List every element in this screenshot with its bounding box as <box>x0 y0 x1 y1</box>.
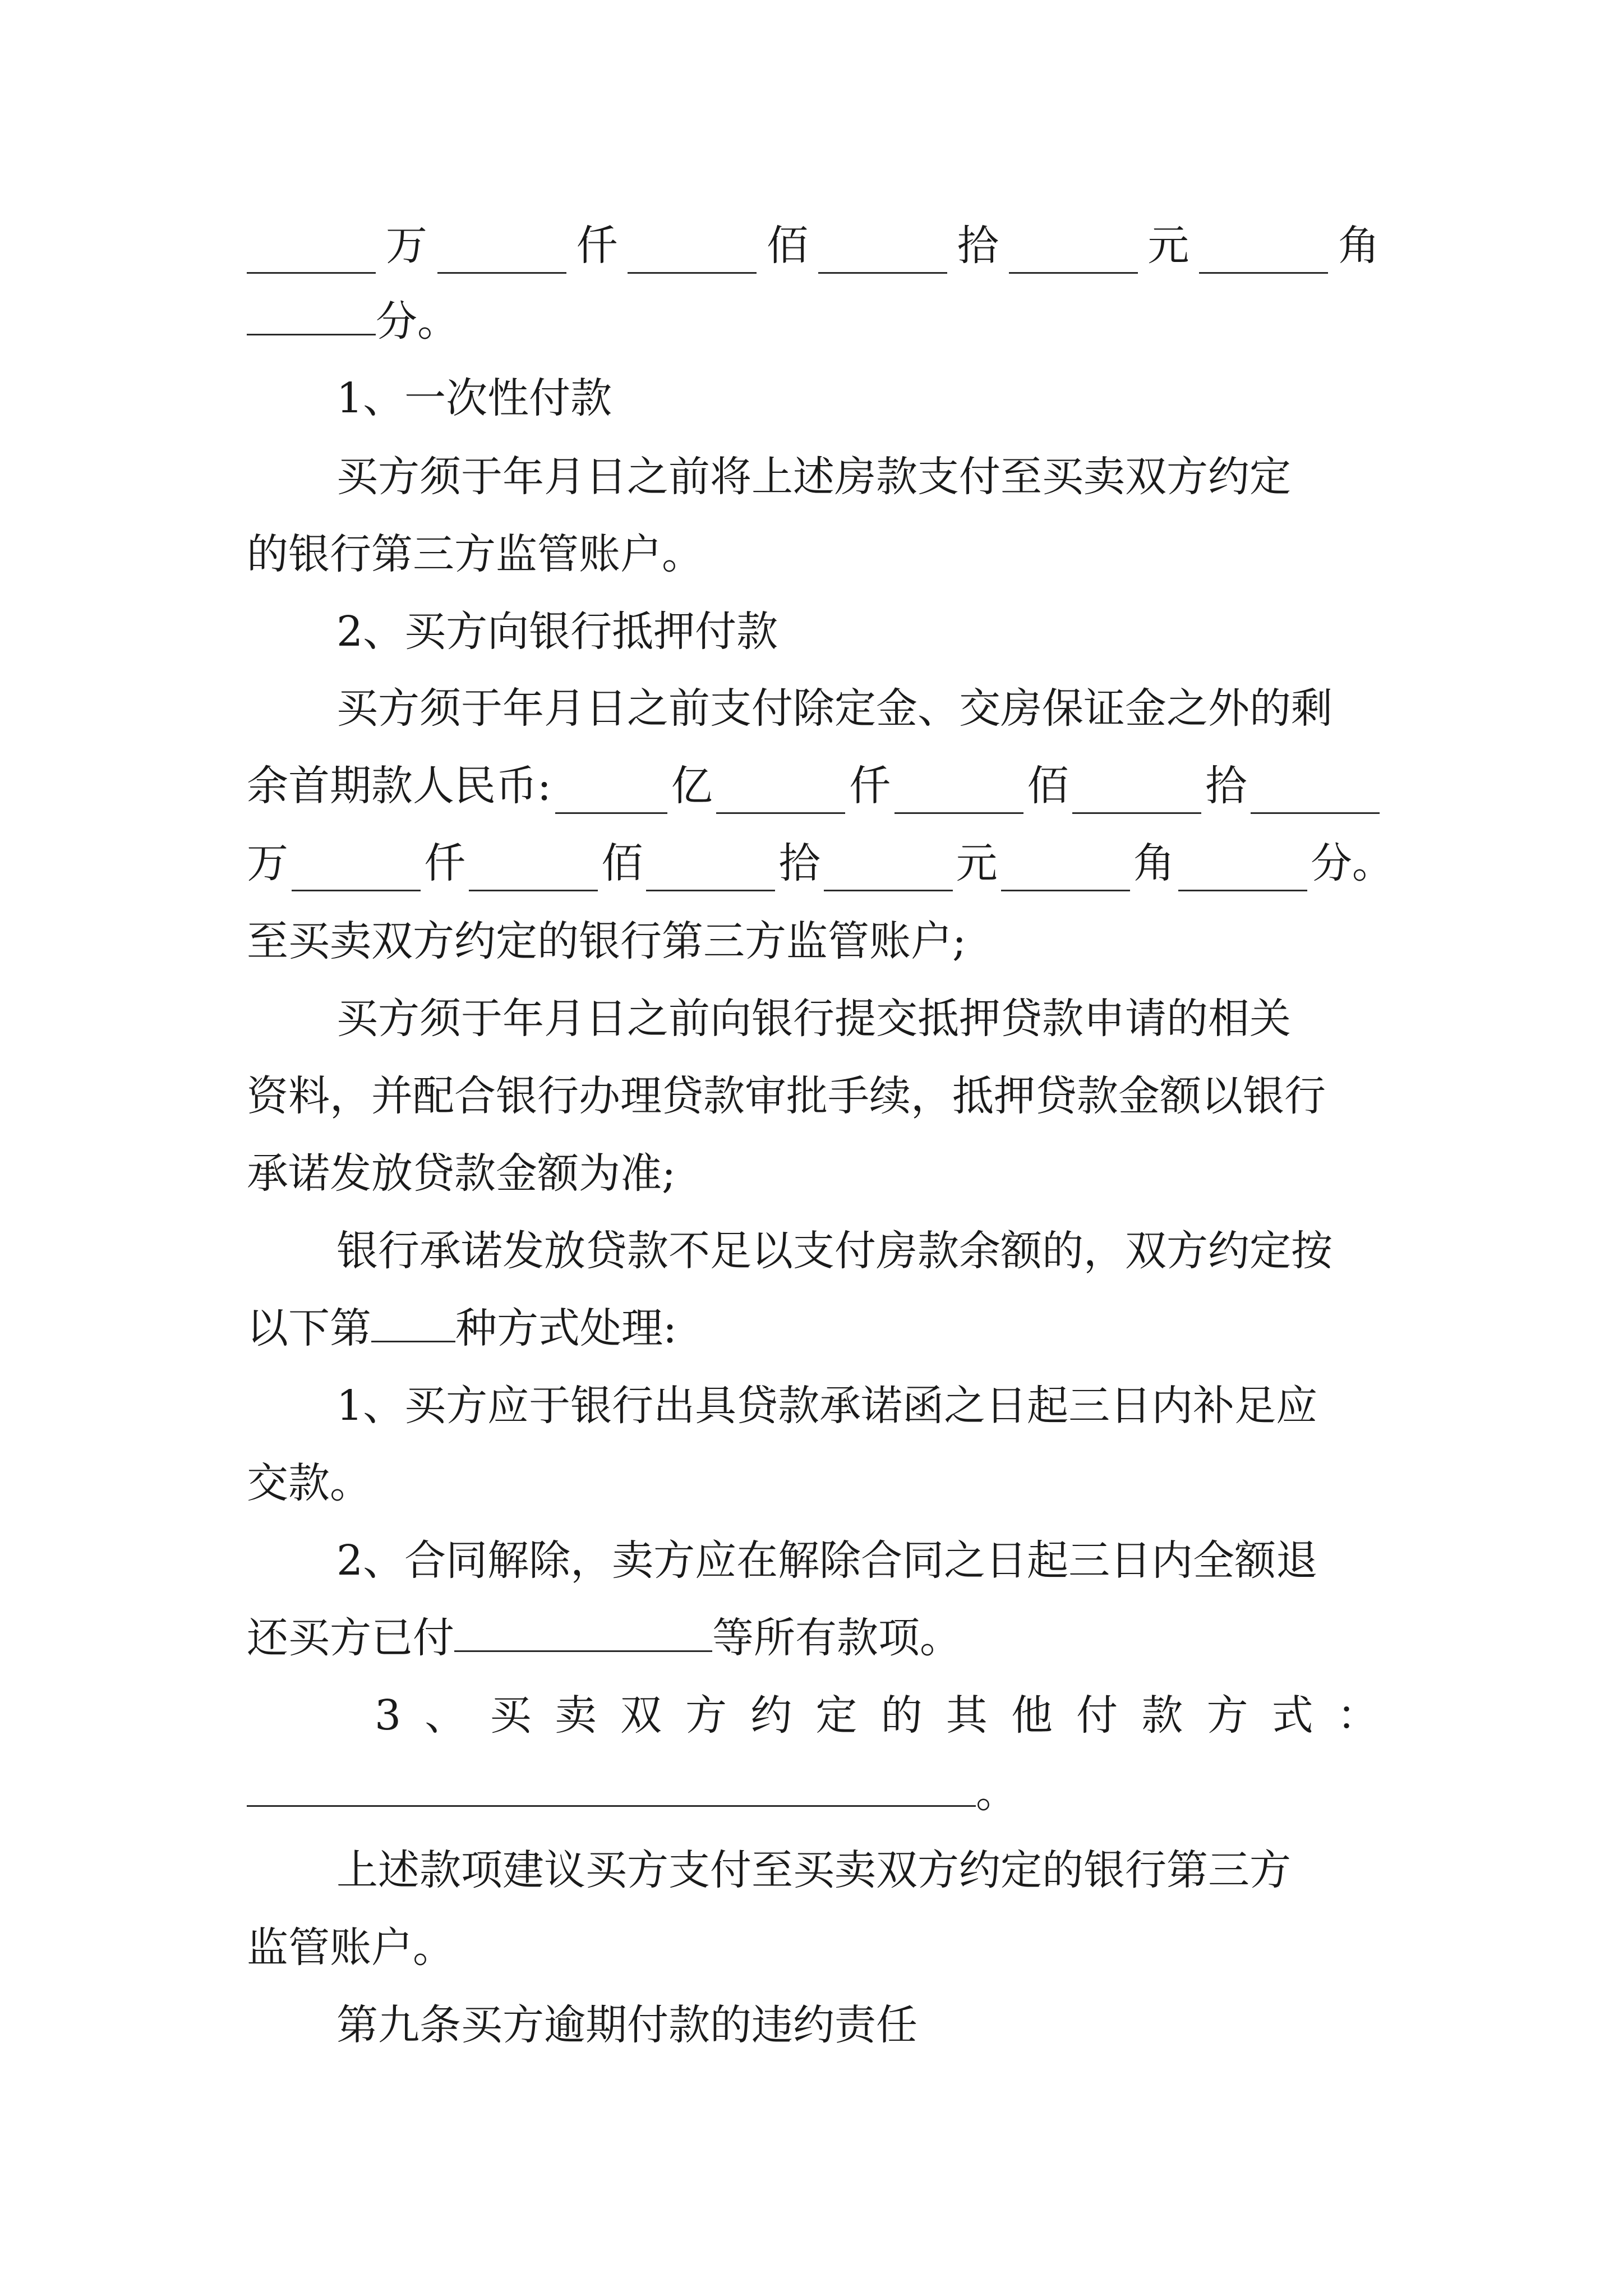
blank-field <box>469 849 598 891</box>
blank-field <box>1001 849 1130 891</box>
choice-prefix: 以下第 <box>247 1304 371 1352</box>
blank-field <box>818 232 947 274</box>
unit-yi: 亿 <box>671 762 713 810</box>
blank-field <box>437 232 566 274</box>
unit-shi: 拾 <box>957 222 999 270</box>
paragraph-line: 上述款项建议买方支付至买卖双方约定的银行第三方 <box>336 1846 1291 1894</box>
paragraph-line: 承诺发放贷款金额为准; <box>247 1149 676 1198</box>
unit-jiao: 角 <box>1133 839 1175 887</box>
char: 、 <box>425 1691 467 1740</box>
heading-lump-sum: 1、一次性付款 <box>336 374 612 422</box>
amount-line-2 <box>247 293 1380 349</box>
unit-fen: 分。 <box>1310 839 1394 887</box>
blank-field <box>371 1300 455 1342</box>
unit-jiao: 角 <box>1338 222 1380 270</box>
unit-shi: 拾 <box>1205 762 1247 810</box>
choice-suffix: 种方式处理: <box>455 1304 677 1352</box>
blank-field <box>895 772 1023 814</box>
paragraph-line: 买方须于年月日之前支付除定金、交房保证金之外的剩 <box>336 684 1332 733</box>
paragraph-line: 交款。 <box>247 1459 371 1507</box>
char: ： <box>1336 1691 1378 1740</box>
char: 双 <box>620 1691 662 1740</box>
char: 款 <box>1141 1691 1183 1740</box>
amount-line-1 <box>247 218 1380 274</box>
char: 的 <box>880 1691 923 1740</box>
amount-label: 余首期款人民币: <box>247 762 551 810</box>
unit-yuan: 元 <box>956 839 998 887</box>
amount-line-3 <box>247 758 1380 814</box>
blank-field <box>247 1765 976 1807</box>
paragraph-line: 监管账户。 <box>247 1924 454 1972</box>
unit-qian: 仟 <box>576 222 618 270</box>
unit-qian: 仟 <box>849 762 891 810</box>
blank-field <box>646 849 775 891</box>
amount-line-4 <box>247 835 1394 891</box>
refund-prefix: 还买方已付 <box>247 1614 454 1662</box>
blank-field <box>247 293 376 335</box>
unit-yuan: 元 <box>1147 222 1189 270</box>
unit-wan: 万 <box>385 222 427 270</box>
refund-line <box>247 1610 1380 1666</box>
paragraph-line: 资料，并配合银行办理贷款审批手续，抵押贷款金额以银行 <box>247 1072 1326 1120</box>
char: 式 <box>1271 1691 1313 1740</box>
blank-field <box>555 772 667 814</box>
char: 付 <box>1076 1691 1118 1740</box>
char: 约 <box>750 1691 792 1740</box>
unit-qian: 仟 <box>424 839 466 887</box>
blank-field <box>247 232 376 274</box>
unit-wan: 万 <box>247 839 288 887</box>
blank-field <box>1072 772 1201 814</box>
paragraph-line: 买方须于年月日之前向银行提交抵押贷款申请的相关 <box>336 995 1291 1043</box>
paragraph-line: 1、买方应于银行出具贷款承诺函之日起三日内补足应 <box>336 1382 1318 1430</box>
blank-field <box>1178 849 1307 891</box>
blank-field <box>292 849 421 891</box>
other-payment-line <box>375 1687 1378 1743</box>
paragraph-line: 2、合同解除，卖方应在解除合同之日起三日内全额退 <box>336 1536 1318 1585</box>
refund-suffix: 等所有款项。 <box>712 1614 961 1662</box>
paragraph-line: 银行承诺发放贷款不足以支付房款余额的，双方约定按 <box>336 1227 1332 1275</box>
blank-field <box>824 849 953 891</box>
paragraph-line: 至买卖双方约定的银行第三方监管账户; <box>247 917 966 965</box>
heading-mortgage: 2、买方向银行抵押付款 <box>336 608 778 656</box>
unit-shi: 拾 <box>778 839 820 887</box>
blank-field <box>628 232 757 274</box>
paragraph-line: 买方须于年月日之前将上述房款支付至买卖双方约定 <box>336 453 1291 501</box>
char: 3 <box>375 1691 402 1740</box>
unit-fen: 分。 <box>376 297 459 346</box>
char: 买 <box>490 1691 532 1740</box>
unit-bai: 佰 <box>1027 762 1069 810</box>
blank-field <box>1251 772 1380 814</box>
blank-field <box>1199 232 1328 274</box>
option-choice-line <box>247 1300 1380 1356</box>
article-heading: 第九条买方逾期付款的违约责任 <box>336 2001 917 2049</box>
other-payment-blank-line <box>247 1765 1380 1821</box>
char: 方 <box>685 1691 727 1740</box>
paragraph-line: 的银行第三方监管账户。 <box>247 530 703 578</box>
unit-bai: 佰 <box>601 839 643 887</box>
char: 方 <box>1206 1691 1248 1740</box>
blank-field <box>454 1610 712 1652</box>
char: 他 <box>1011 1691 1053 1740</box>
unit-bai: 佰 <box>767 222 809 270</box>
period: 。 <box>976 1769 1017 1817</box>
char: 定 <box>815 1691 857 1740</box>
blank-field <box>1009 232 1138 274</box>
char: 其 <box>946 1691 988 1740</box>
char: 卖 <box>555 1691 597 1740</box>
blank-field <box>716 772 845 814</box>
